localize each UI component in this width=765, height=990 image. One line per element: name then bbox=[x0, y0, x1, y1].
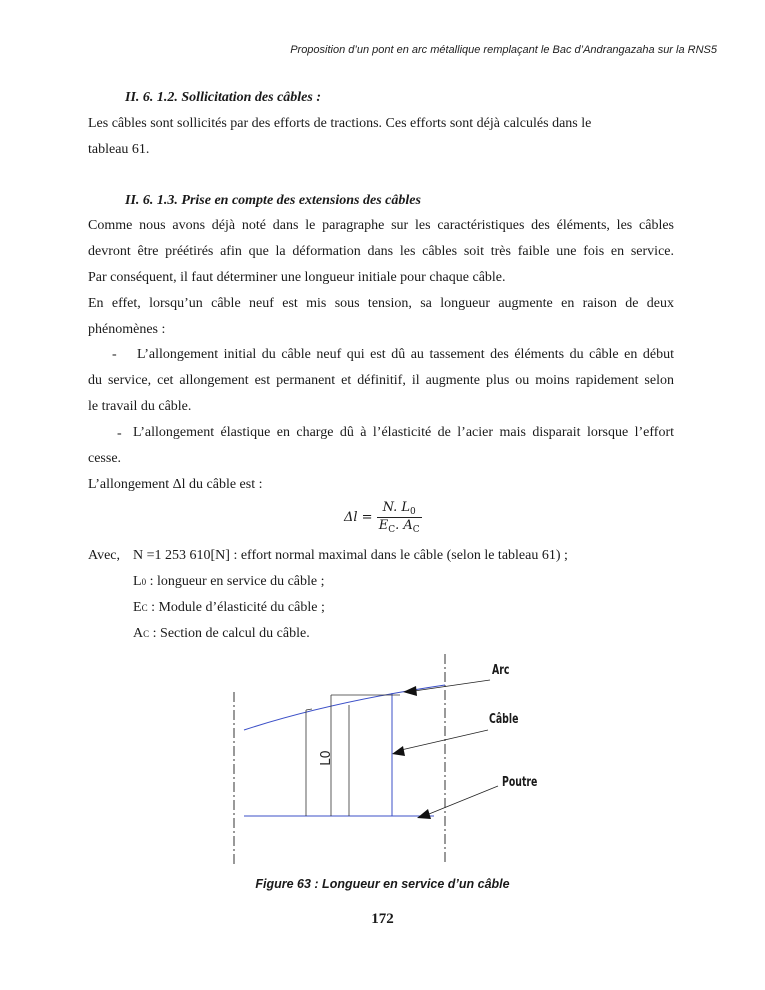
bullet-2-first-line bbox=[133, 420, 674, 446]
formula-numerator bbox=[377, 500, 422, 518]
num-sub: 0 bbox=[410, 507, 416, 517]
text-line: phénomènes : bbox=[88, 321, 166, 337]
cable-arrowhead bbox=[392, 746, 405, 756]
page-number: 172 bbox=[371, 911, 394, 927]
text-line: L’allongement initial du câble neuf qui est dû au tassement des éléments du câble en début bbox=[137, 347, 674, 362]
avec-label: Avec, bbox=[88, 548, 120, 563]
formula-lhs: Δl = bbox=[344, 510, 373, 525]
text-line: devront être préétirés afin que la déformation dans les câbles soit très faible une fois en service. bbox=[88, 243, 674, 259]
section-heading-1-2: II. 6. 1.2. Sollicitation des câbles : bbox=[125, 90, 321, 105]
formula-denominator bbox=[377, 518, 422, 535]
text-line: Par conséquent, il faut déterminer une longueur initiale pour chaque câble. bbox=[88, 269, 506, 285]
definition-ec bbox=[133, 600, 325, 616]
poutre-label: Poutre bbox=[502, 775, 538, 790]
running-header: Proposition d’un pont en arc métallique remplaçant le Bac d’Andrangazaha sur la RNS5 bbox=[290, 44, 717, 56]
num-text: N. L bbox=[382, 500, 411, 515]
text-line: L’allongement élastique en charge dû à l’élasticité de l’acier mais disparait lorsque l’effort bbox=[133, 425, 674, 440]
sym-sub: 0 bbox=[141, 577, 147, 587]
sym-sub: C bbox=[143, 629, 150, 639]
formula-fraction bbox=[377, 500, 422, 535]
den-a: . A bbox=[395, 518, 413, 533]
bullet-2-continuation bbox=[88, 446, 674, 498]
definition-n: N =1 253 610[N] : effort normal maximal dans le câble (selon le tableau 61) ; bbox=[133, 548, 568, 563]
beam-arrowhead bbox=[417, 809, 431, 819]
text-line: cesse. bbox=[88, 451, 122, 466]
text-line: Les câbles sont sollicités par des efforts de tractions. Ces efforts sont déjà calculés dans le bbox=[88, 116, 592, 131]
paragraph-sollicitation bbox=[88, 111, 674, 163]
text-line: du service, cet allongement est permanent et définitif, il augmente plus ou moins rapidement selon bbox=[88, 373, 674, 388]
arc-leader bbox=[414, 680, 490, 691]
cable-length-diagram bbox=[220, 650, 560, 870]
text-line: tableau 61. bbox=[88, 141, 150, 157]
def-text: : Module d’élasticité du câble ; bbox=[147, 600, 325, 615]
text-line: En effet, lorsqu’un câble neuf est mis sous tension, sa longueur augmente en raison de deux bbox=[88, 295, 674, 311]
section-heading-1-3: II. 6. 1.3. Prise en compte des extensions des câbles bbox=[125, 193, 421, 208]
def-text: : Section de calcul du câble. bbox=[149, 626, 310, 641]
bullet-1-first-line bbox=[137, 342, 674, 368]
elongation-formula bbox=[344, 500, 422, 535]
dimension-tick bbox=[306, 709, 312, 710]
definition-ac bbox=[133, 626, 310, 642]
text-line: Comme nous avons déjà noté dans le paragraphe sur les caractéristiques des éléments, les câbles bbox=[88, 218, 674, 233]
bullet-1-continuation bbox=[88, 368, 674, 420]
bullet-dash-2: - bbox=[117, 426, 122, 441]
sym: L bbox=[133, 574, 142, 589]
text-line: L’allongement Δl du câble est : bbox=[88, 476, 263, 492]
sym-sub: C bbox=[141, 603, 148, 613]
text-line: le travail du câble. bbox=[88, 398, 192, 414]
paragraph-extensions bbox=[88, 213, 674, 343]
den-e-sub: C bbox=[388, 525, 396, 535]
den-a-sub: C bbox=[412, 525, 420, 535]
bullet-dash-1: - bbox=[112, 347, 117, 362]
den-e: E bbox=[378, 518, 389, 533]
cable-label: Câble bbox=[489, 712, 519, 727]
sym: E bbox=[133, 600, 142, 615]
definition-l0 bbox=[133, 574, 325, 590]
sym: A bbox=[133, 626, 144, 641]
def-text: : longueur en service du câble ; bbox=[146, 574, 325, 589]
arc-label: Arc bbox=[492, 663, 510, 678]
beam-leader bbox=[429, 786, 498, 814]
l0-label: L0 bbox=[319, 750, 334, 766]
figure-caption: Figure 63 : Longueur en service d’un câble bbox=[255, 877, 510, 891]
